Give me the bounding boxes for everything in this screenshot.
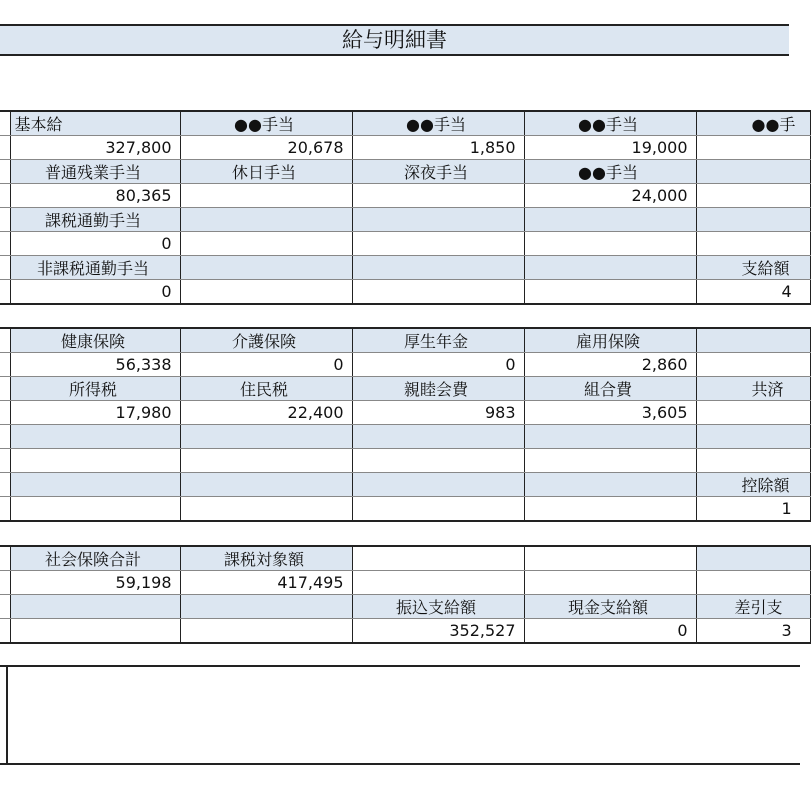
value-cell: 1,850 <box>352 136 524 160</box>
label-total-payment: 支給額 <box>696 256 810 280</box>
payments-table <box>0 110 811 305</box>
label-empty <box>524 425 696 449</box>
payments-value-row <box>0 136 810 160</box>
label-holiday: 休日手当 <box>180 160 352 184</box>
label-empty <box>180 473 352 497</box>
deductions-label-row <box>0 425 810 449</box>
deductions-value-row <box>0 497 810 521</box>
label-empty <box>180 595 352 619</box>
payments-label-row <box>0 256 810 280</box>
value-cell <box>180 232 352 256</box>
value-cell <box>524 449 696 473</box>
label-allowance: ●●手当 <box>524 111 696 136</box>
deductions-value-row <box>0 401 810 425</box>
label-total-deduction: 控除額 <box>696 473 810 497</box>
value-cell <box>696 401 810 425</box>
value-cell <box>352 449 524 473</box>
value-cell <box>696 353 810 377</box>
value-cell: 20,678 <box>180 136 352 160</box>
value-cell: 0 <box>352 353 524 377</box>
value-cell <box>352 571 524 595</box>
deductions-table <box>0 327 811 522</box>
label-empty <box>352 208 524 232</box>
value-cell <box>696 571 810 595</box>
label-empty <box>524 546 696 571</box>
label-empty <box>352 546 524 571</box>
label-empty <box>524 473 696 497</box>
label-empty <box>10 595 180 619</box>
deductions-value-row <box>0 353 810 377</box>
label-social-fee: 親睦会費 <box>352 377 524 401</box>
document-title <box>0 24 789 56</box>
deductions-value-row <box>0 449 810 473</box>
label-income-tax: 所得税 <box>10 377 180 401</box>
label-cash-payment: 現金支給額 <box>524 595 696 619</box>
label-taxable-commute: 課税通勤手当 <box>10 208 180 232</box>
value-cell <box>696 449 810 473</box>
label-empty <box>352 256 524 280</box>
value-cell: 0 <box>10 232 180 256</box>
label-empty <box>10 425 180 449</box>
totals-label-row <box>0 595 810 619</box>
label-empty <box>696 546 810 571</box>
value-cell <box>180 619 352 643</box>
total-deduction-value: 1 <box>696 497 810 521</box>
totals-table <box>0 545 811 644</box>
value-cell <box>524 232 696 256</box>
label-empty <box>696 208 810 232</box>
payments-label-row <box>0 111 810 136</box>
label-social-insurance-total: 社会保険合計 <box>10 546 180 571</box>
value-cell <box>10 619 180 643</box>
value-cell <box>10 497 180 521</box>
value-cell: 3,605 <box>524 401 696 425</box>
value-cell: 0 <box>10 280 180 304</box>
totals-value-row <box>0 619 810 643</box>
value-cell: 22,400 <box>180 401 352 425</box>
value-cell: 59,198 <box>10 571 180 595</box>
label-empty <box>10 473 180 497</box>
value-cell: 80,365 <box>10 184 180 208</box>
label-mutual-aid: 共済 <box>696 377 810 401</box>
totals-label-row <box>0 546 810 571</box>
label-taxable-amount: 課税対象額 <box>180 546 352 571</box>
value-cell: 327,800 <box>10 136 180 160</box>
label-overtime: 普通残業手当 <box>10 160 180 184</box>
label-empty <box>696 425 810 449</box>
value-cell: 417,495 <box>180 571 352 595</box>
value-cell <box>352 184 524 208</box>
label-empty <box>180 425 352 449</box>
label-empty <box>352 425 524 449</box>
label-empty <box>180 256 352 280</box>
value-cell <box>180 184 352 208</box>
label-allowance: ●●手 <box>696 111 810 136</box>
payments-value-row <box>0 280 810 304</box>
value-cell <box>180 449 352 473</box>
label-allowance: ●●手当 <box>180 111 352 136</box>
total-payment-value: 4 <box>696 280 810 304</box>
label-care-insurance: 介護保険 <box>180 328 352 353</box>
value-cell <box>180 497 352 521</box>
payments-label-row <box>0 160 810 184</box>
value-cell <box>352 280 524 304</box>
value-cell: 352,527 <box>352 619 524 643</box>
label-empty <box>524 208 696 232</box>
payments-value-row <box>0 184 810 208</box>
net-pay-value: 3 <box>696 619 810 643</box>
label-empty <box>180 208 352 232</box>
label-empty <box>696 160 810 184</box>
value-cell <box>180 280 352 304</box>
remarks-label-edge <box>0 667 8 763</box>
value-cell: 0 <box>180 353 352 377</box>
value-cell <box>352 497 524 521</box>
value-cell: 56,338 <box>10 353 180 377</box>
value-cell <box>352 232 524 256</box>
value-cell: 0 <box>524 619 696 643</box>
value-cell <box>696 232 810 256</box>
value-cell <box>524 571 696 595</box>
label-health-insurance: 健康保険 <box>10 328 180 353</box>
label-nontaxable-commute: 非課税通勤手当 <box>10 256 180 280</box>
value-cell: 2,860 <box>524 353 696 377</box>
label-union-fee: 組合費 <box>524 377 696 401</box>
value-cell <box>696 136 810 160</box>
label-pension: 厚生年金 <box>352 328 524 353</box>
label-resident-tax: 住民税 <box>180 377 352 401</box>
deductions-label-row <box>0 377 810 401</box>
value-cell: 17,980 <box>10 401 180 425</box>
label-employment-insurance: 雇用保険 <box>524 328 696 353</box>
deductions-label-row <box>0 473 810 497</box>
label-bank-transfer: 振込支給額 <box>352 595 524 619</box>
payments-value-row <box>0 232 810 256</box>
value-cell <box>696 184 810 208</box>
label-empty <box>352 473 524 497</box>
remarks-box <box>0 665 800 765</box>
value-cell: 24,000 <box>524 184 696 208</box>
label-net-pay: 差引支 <box>696 595 810 619</box>
label-allowance: ●●手当 <box>352 111 524 136</box>
label-empty <box>524 256 696 280</box>
value-cell: 983 <box>352 401 524 425</box>
label-night: 深夜手当 <box>352 160 524 184</box>
label-basic-salary: 基本給 <box>10 111 180 136</box>
title-text: 給与明細書 <box>342 28 447 52</box>
label-empty <box>696 328 810 353</box>
value-cell <box>10 449 180 473</box>
payments-label-row <box>0 208 810 232</box>
deductions-label-row <box>0 328 810 353</box>
label-allowance: ●●手当 <box>524 160 696 184</box>
value-cell <box>524 280 696 304</box>
value-cell: 19,000 <box>524 136 696 160</box>
totals-value-row <box>0 571 810 595</box>
value-cell <box>524 497 696 521</box>
